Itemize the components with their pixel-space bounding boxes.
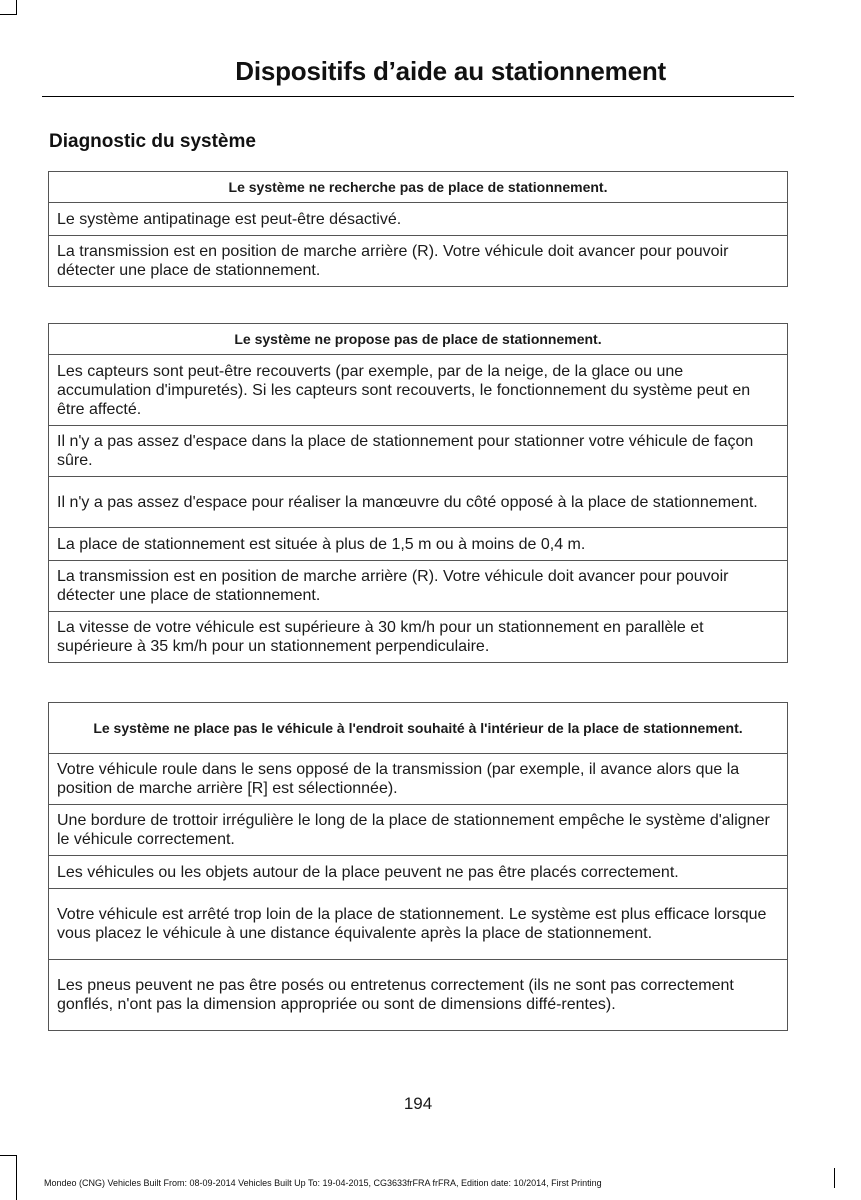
table-header: Le système ne place pas le véhicule à l'endroit souhaité à l'intérieur de la place de stationnement. bbox=[49, 703, 788, 754]
table-header: Le système ne recherche pas de place de stationnement. bbox=[49, 172, 788, 203]
table-row bbox=[49, 528, 788, 561]
table-row bbox=[49, 477, 788, 528]
table-cell: Votre véhicule est arrêté trop loin de la place de stationnement. Le système est plus efficace lorsque vous placez le véhicule à une distance équivalente après la place de stationnement. bbox=[49, 889, 788, 960]
table-row bbox=[49, 805, 788, 856]
crop-mark bbox=[16, 1155, 17, 1200]
table-row bbox=[49, 612, 788, 663]
table-cell: Il n'y a pas assez d'espace dans la place de stationnement pour stationner votre véhicule de façon sûre. bbox=[49, 426, 788, 477]
table-cell: Les pneus peuvent ne pas être posés ou entretenus correctement (ils ne sont pas correctement gonflés, n'ont pas la dimension appropriée ou sont de dimensions diffé-rentes). bbox=[49, 960, 788, 1031]
crop-mark bbox=[16, 0, 17, 14]
table-row bbox=[49, 426, 788, 477]
table-cell: La vitesse de votre véhicule est supérieure à 30 km/h pour un stationnement en parallèle et supérieure à 35 km/h pour un stationnement perpendiculaire. bbox=[49, 612, 788, 663]
crop-mark bbox=[834, 1168, 835, 1188]
table-row bbox=[49, 355, 788, 426]
table-row bbox=[49, 203, 788, 236]
table-cell: La place de stationnement est située à plus de 1,5 m ou à moins de 0,4 m. bbox=[49, 528, 788, 561]
table-header-row bbox=[49, 172, 788, 203]
table-header-row bbox=[49, 324, 788, 355]
page-title: Dispositifs d’aide au stationnement bbox=[235, 56, 666, 86]
page-number: 194 bbox=[403, 1094, 433, 1113]
table-row bbox=[49, 960, 788, 1031]
table-cell: Le système antipatinage est peut-être désactivé. bbox=[49, 203, 788, 236]
table-cell: Il n'y a pas assez d'espace pour réaliser la manœuvre du côté opposé à la place de stationnement. bbox=[49, 477, 788, 528]
table-cell: Votre véhicule roule dans le sens opposé de la transmission (par exemple, il avance alors que la position de marche arrière [R] est sélectionnée). bbox=[49, 754, 788, 805]
table-row bbox=[49, 889, 788, 960]
table-cell: La transmission est en position de marche arrière (R). Votre véhicule doit avancer pour pouvoir détecter une place de stationnement. bbox=[49, 561, 788, 612]
table-header-row bbox=[49, 703, 788, 754]
diagnostic-table-1 bbox=[48, 171, 788, 287]
table-cell: Une bordure de trottoir irrégulière le long de la place de stationnement empêche le système d'aligner le véhicule correctement. bbox=[49, 805, 788, 856]
table-cell: Les véhicules ou les objets autour de la place peuvent ne pas être placés correctement. bbox=[49, 856, 788, 889]
table-cell: La transmission est en position de marche arrière (R). Votre véhicule doit avancer pour pouvoir détecter une place de stationnement. bbox=[49, 236, 788, 287]
footer-text: Mondeo (CNG) Vehicles Built From: 08-09-2014 Vehicles Built Up To: 19-04-2015, CG3633frFRA frFRA, Edition date: 10/2014, First Printing bbox=[44, 1178, 602, 1188]
table-cell: Les capteurs sont peut-être recouverts (par exemple, par de la neige, de la glace ou une accumulation d'impuretés). Si les capteurs sont recouverts, le fonctionnement du système peut en être affecté. bbox=[49, 355, 788, 426]
section-heading: Diagnostic du système bbox=[49, 131, 256, 152]
diagnostic-table-2 bbox=[48, 323, 788, 663]
table-header: Le système ne propose pas de place de stationnement. bbox=[49, 324, 788, 355]
table-row bbox=[49, 754, 788, 805]
crop-mark bbox=[0, 14, 17, 15]
table-row bbox=[49, 236, 788, 287]
table-row bbox=[49, 561, 788, 612]
table-row bbox=[49, 856, 788, 889]
title-divider bbox=[42, 96, 794, 97]
diagnostic-table-3 bbox=[48, 702, 788, 1031]
crop-mark bbox=[0, 1155, 17, 1156]
